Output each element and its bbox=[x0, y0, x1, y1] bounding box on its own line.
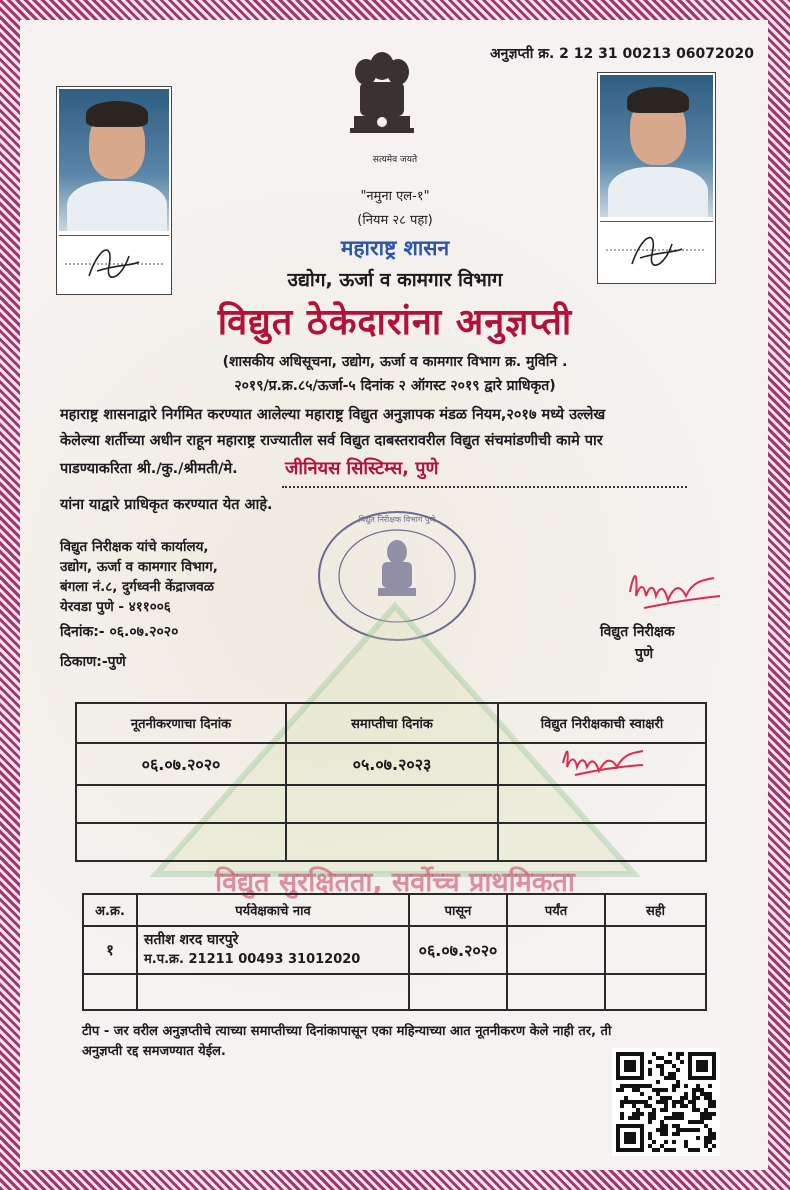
renewal-header: विद्युत निरीक्षकाची स्वाक्षरी bbox=[498, 703, 706, 743]
national-emblem-icon bbox=[346, 46, 418, 151]
supervisor-table bbox=[82, 893, 707, 1011]
supervisor-header: सही bbox=[605, 894, 706, 926]
renewal-table bbox=[75, 702, 707, 862]
office-line: उद्योग, ऊर्जा व कामगार विभाग, bbox=[60, 559, 218, 575]
emblem-motto: सत्यमेव जयते bbox=[372, 155, 418, 165]
department-name: उद्योग, ऊर्जा व कामगार विभाग bbox=[287, 269, 503, 291]
renewal-header: समाप्तीचा दिनांक bbox=[286, 703, 498, 743]
license-number: अनुज्ञप्ती क्र. 2 12 31 00213 06072020 bbox=[489, 46, 754, 62]
supervisor-header: पर्यंत bbox=[507, 894, 605, 926]
signatory-place: पुणे bbox=[635, 646, 654, 662]
supervisor-header: पासून bbox=[409, 894, 507, 926]
certificate-title: विद्युत ठेकेदारांना अनुज्ञप्ती bbox=[217, 302, 573, 343]
supervisor-from: ०६.०७.२०२० bbox=[409, 926, 507, 974]
supervisor-serial: १ bbox=[83, 926, 137, 974]
supervisor-header: अ.क्र. bbox=[83, 894, 137, 926]
qr-code bbox=[612, 1048, 720, 1156]
footnote-line-1: टीप - जर वरील अनुज्ञप्तीचे त्याच्या समाप्तीच्या दिनांकापासून एका महिन्याच्या आत नूतनीकरण केले नाही तर, ती bbox=[82, 1024, 612, 1039]
footnote-line-2: अनुज्ञप्ती रद्द समजण्यात येईल. bbox=[82, 1044, 226, 1059]
form-name: "नमुना एल-१" bbox=[360, 189, 430, 204]
supervisor-sign bbox=[605, 926, 706, 974]
body-line-1: महाराष्ट्र शासनाद्वारे निर्गमित करण्यात आलेल्या महाराष्ट्र विद्युत अनुज्ञापक मंडळ नियम,२०१७ मध्ये उल्लेख bbox=[60, 407, 606, 423]
watermark-slogan: विद्युत सुरक्षितता, सर्वोच्च प्राथमिकता bbox=[215, 867, 575, 898]
supervisor-permit: म.प.क्र. 21211 00493 31012020 bbox=[144, 952, 361, 967]
renewal-date: ०६.०७.२०२० bbox=[76, 743, 286, 785]
government-name: महाराष्ट्र शासन bbox=[340, 236, 450, 260]
notification-line-2: २०१९/प्र.क्र.८५/ऊर्जा-५ दिनांक २ ऑगस्ट २०१९ द्वारे प्राधिकृत) bbox=[234, 378, 556, 394]
signatory-title: विद्युत निरीक्षक bbox=[600, 624, 675, 640]
body-line-3: पाडण्याकरिता श्री./कु./श्रीमती/मे. bbox=[60, 461, 238, 477]
inspector-sign-cell bbox=[498, 743, 706, 785]
issue-place: ठिकाण:-पुणे bbox=[60, 654, 126, 670]
supervisor-header: पर्यवेक्षकाचे नाव bbox=[137, 894, 409, 926]
issue-date: दिनांक:- ०६.०७.२०२० bbox=[60, 624, 179, 640]
office-line: बंगला नं.८, दुर्गध्वनी केंद्राजवळ bbox=[60, 579, 214, 595]
renewal-header: नूतनीकरणाचा दिनांक bbox=[76, 703, 286, 743]
supervisor-name-cell bbox=[137, 926, 409, 974]
office-line: येरवडा पुणे - ४११००६ bbox=[60, 599, 171, 615]
office-line: विद्युत निरीक्षक यांचे कार्यालय, bbox=[60, 539, 209, 555]
seal-text: विद्युत निरीक्षक विभाग पुणे bbox=[358, 515, 436, 524]
expiry-date: ०५.०७.२०२३ bbox=[286, 743, 498, 785]
body-line-4: यांना याद्वारे प्राधिकृत करण्यात येत आहे. bbox=[60, 497, 273, 513]
supervisor-name: सतीश शरद घारपुरे bbox=[144, 932, 239, 948]
supervisor-to bbox=[507, 926, 605, 974]
body-line-2: केलेल्या शर्तीच्या अधीन राहून महाराष्ट्र राज्यातील सर्व विद्युत दाबस्तरावरील विद्युत संचमांडणीची कामे पार bbox=[60, 433, 603, 449]
notification-line-1: (शासकीय अधिसूचना, उद्योग, ऊर्जा व कामगार विभाग क्र. मुविनि . bbox=[222, 354, 568, 370]
licensee-name: जीनियस सिस्टिम्स, पुणे bbox=[285, 458, 439, 479]
rule-reference: (नियम २८ पहा) bbox=[357, 213, 433, 228]
